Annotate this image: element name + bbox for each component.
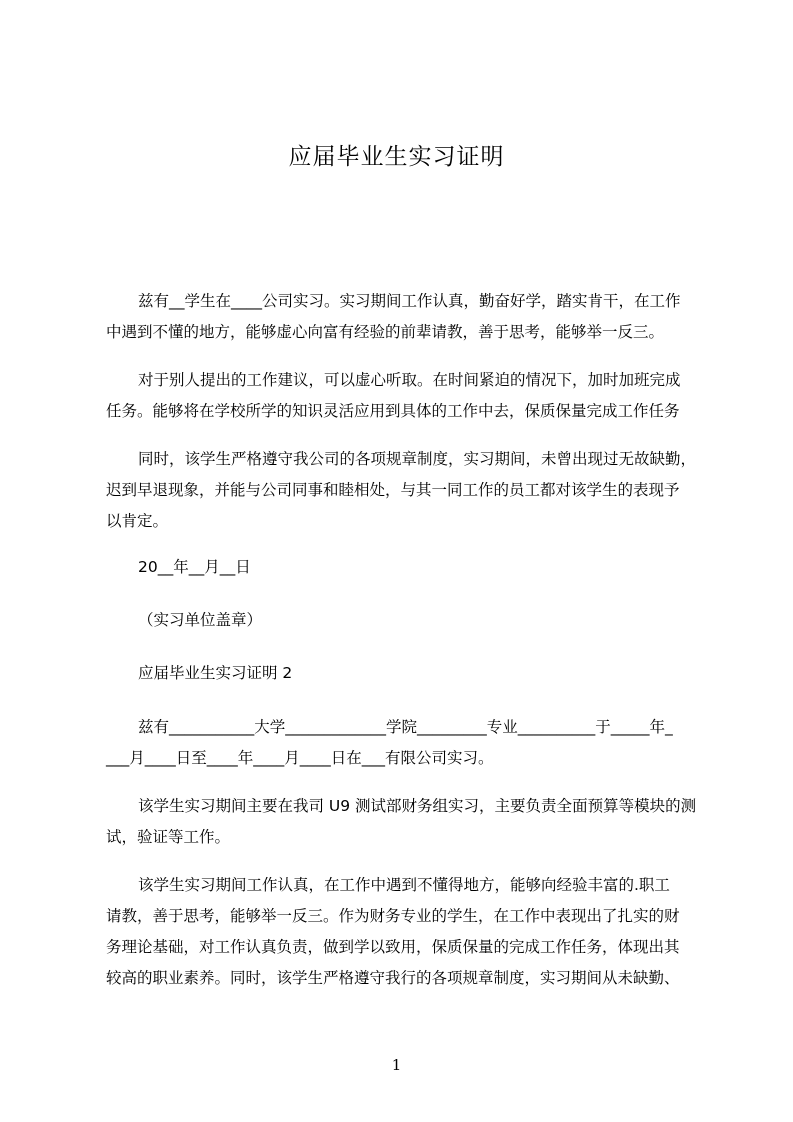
paragraph-line: 该学生实习期间主要在我司 U9 测试部财务组实习，主要负责全面预算等模块的测 — [138, 797, 697, 815]
paragraph-internship-performance — [106, 286, 706, 348]
paragraph-line: 较高的职业素养。同时，该学生严格遵守我行的各项规章制度，实习期间从未缺勤、 — [106, 969, 680, 987]
page-number: 1 — [391, 1056, 402, 1074]
seal-line — [106, 605, 706, 636]
paragraph-responsibilities — [106, 791, 706, 853]
paragraph-student-info — [106, 712, 706, 774]
date-line — [106, 552, 706, 583]
paragraph-line: 务理论基础，对工作认真负责，做到学以致用，保质保量的完成工作任务，体现出其 — [106, 938, 680, 956]
paragraph-line: 兹有___________大学_____________学院_________专业__________于_____年_ — [138, 718, 673, 736]
paragraph-work-suggestions — [106, 365, 706, 427]
paragraph-line: 同时，该学生严格遵守我公司的各项规章制度，实习期间，未曾出现过无故缺勤， — [138, 450, 697, 468]
section-heading-2 — [106, 658, 706, 689]
paragraph-line: 应届毕业生实习证明 2 — [138, 664, 293, 682]
paragraph-evaluation — [106, 870, 706, 994]
paragraph-line: ___月____日至____年____月____日在___有限公司实习。 — [106, 749, 494, 767]
paragraph-line: 对于别人提出的工作建议，可以虚心听取。在时间紧迫的情况下，加时加班完成 — [138, 371, 681, 389]
paragraph-line: 该学生实习期间工作认真，在工作中遇到不懂得地方，能够向经验丰富的.职工 — [138, 876, 670, 894]
paragraph-line: 任务。能够将在学校所学的知识灵活应用到具体的工作中去，保质保量完成工作任务 — [106, 402, 680, 420]
paragraph-line: （实习单位盖章） — [138, 611, 263, 629]
paragraph-line: 中遇到不懂的地方，能够虚心向富有经验的前辈请教，善于思考，能够举一反三。 — [106, 323, 665, 341]
paragraph-line: 请教，善于思考，能够举一反三。作为财务专业的学生，在工作中表现出了扎实的财 — [106, 907, 680, 925]
paragraph-line: 以肯定。 — [106, 512, 169, 530]
document-title: 应届毕业生实习证明 — [288, 144, 505, 170]
paragraph-line: 20__年__月__日 — [138, 558, 251, 576]
paragraph-line: 兹有__学生在____公司实习。实习期间工作认真，勤奋好学，踏实肯干，在工作 — [138, 292, 681, 310]
paragraph-line: 试，验证等工作。 — [106, 828, 231, 846]
paragraph-line: 迟到早退现象，并能与公司同事和睦相处，与其一同工作的员工都对该学生的表现予 — [106, 481, 680, 499]
paragraph-company-rules — [106, 444, 706, 537]
